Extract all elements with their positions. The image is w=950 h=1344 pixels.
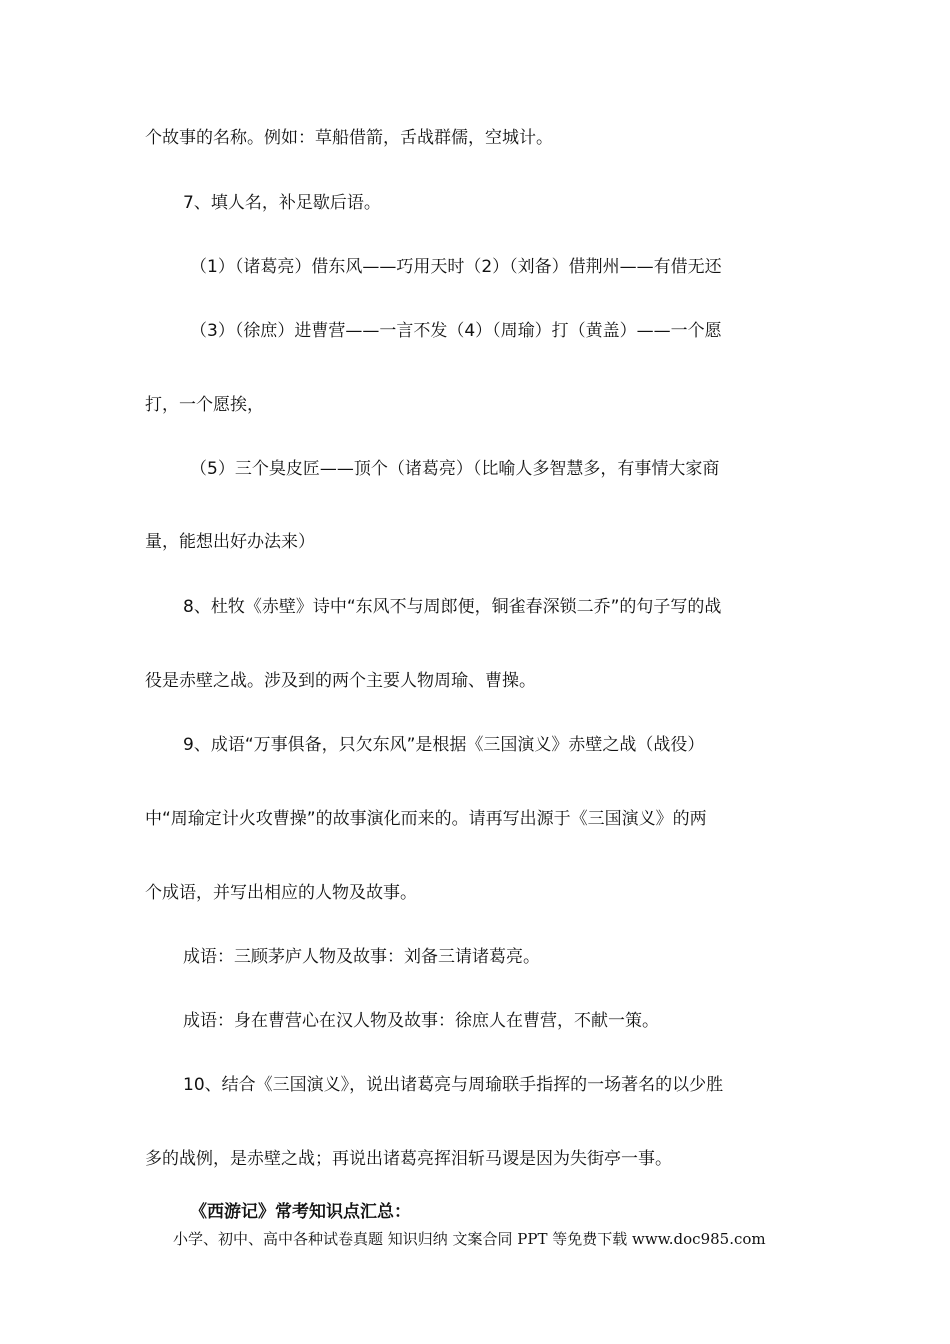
text-line-1: 个故事的名称。例如：草船借箭，舌战群儒，空城计。 — [145, 128, 553, 148]
text-line-7: 量，能想出好办法来） — [145, 532, 315, 552]
text-line-4: （3）（徐庶）进曹营——一言不发（4）（周瑜）打（黄盖）——一个愿 — [190, 321, 722, 341]
text-line-12: 个成语，并写出相应的人物及故事。 — [145, 883, 417, 903]
text-line-16: 多的战例，是赤壁之战；再说出诸葛亮挥泪斩马谡是因为失街亭一事。 — [145, 1149, 672, 1169]
text-line-8: 8、杜牧《赤壁》诗中“东风不与周郎便，铜雀春深锁二乔”的句子写的战 — [183, 597, 722, 617]
text-line-15: 10、结合《三国演义》，说出诸葛亮与周瑜联手指挥的一场著名的以少胜 — [183, 1075, 724, 1095]
text-line-5: 打，一个愿挨， — [145, 395, 264, 415]
text-line-11: 中“周瑜定计火攻曹操”的故事演化而来的。请再写出源于《三国演义》的两 — [145, 809, 707, 829]
page-footer: 小学、初中、高中各种试卷真题 知识归纳 文案合同 PPT 等免费下载 www.doc985.com — [173, 1230, 766, 1248]
text-line-10: 9、成语“万事俱备，只欠东风”是根据《三国演义》赤壁之战（战役） — [183, 735, 705, 755]
text-line-13: 成语：三顾茅庐人物及故事：刘备三请诸葛亮。 — [183, 947, 540, 967]
text-line-6: （5）三个臭皮匠——顶个（诸葛亮）（比喻人多智慧多，有事情大家商 — [190, 459, 720, 479]
text-line-3: （1）（诸葛亮）借东风——巧用天时（2）（刘备）借荆州——有借无还 — [190, 257, 722, 277]
text-line-14: 成语：身在曹营心在汉人物及故事：徐庶人在曹营，不献一策。 — [183, 1011, 659, 1031]
text-line-9: 役是赤壁之战。涉及到的两个主要人物周瑜、曹操。 — [145, 671, 536, 691]
section-heading: 《西游记》常考知识点汇总： — [190, 1202, 411, 1222]
text-line-2: 7、填人名，补足歇后语。 — [183, 193, 381, 213]
